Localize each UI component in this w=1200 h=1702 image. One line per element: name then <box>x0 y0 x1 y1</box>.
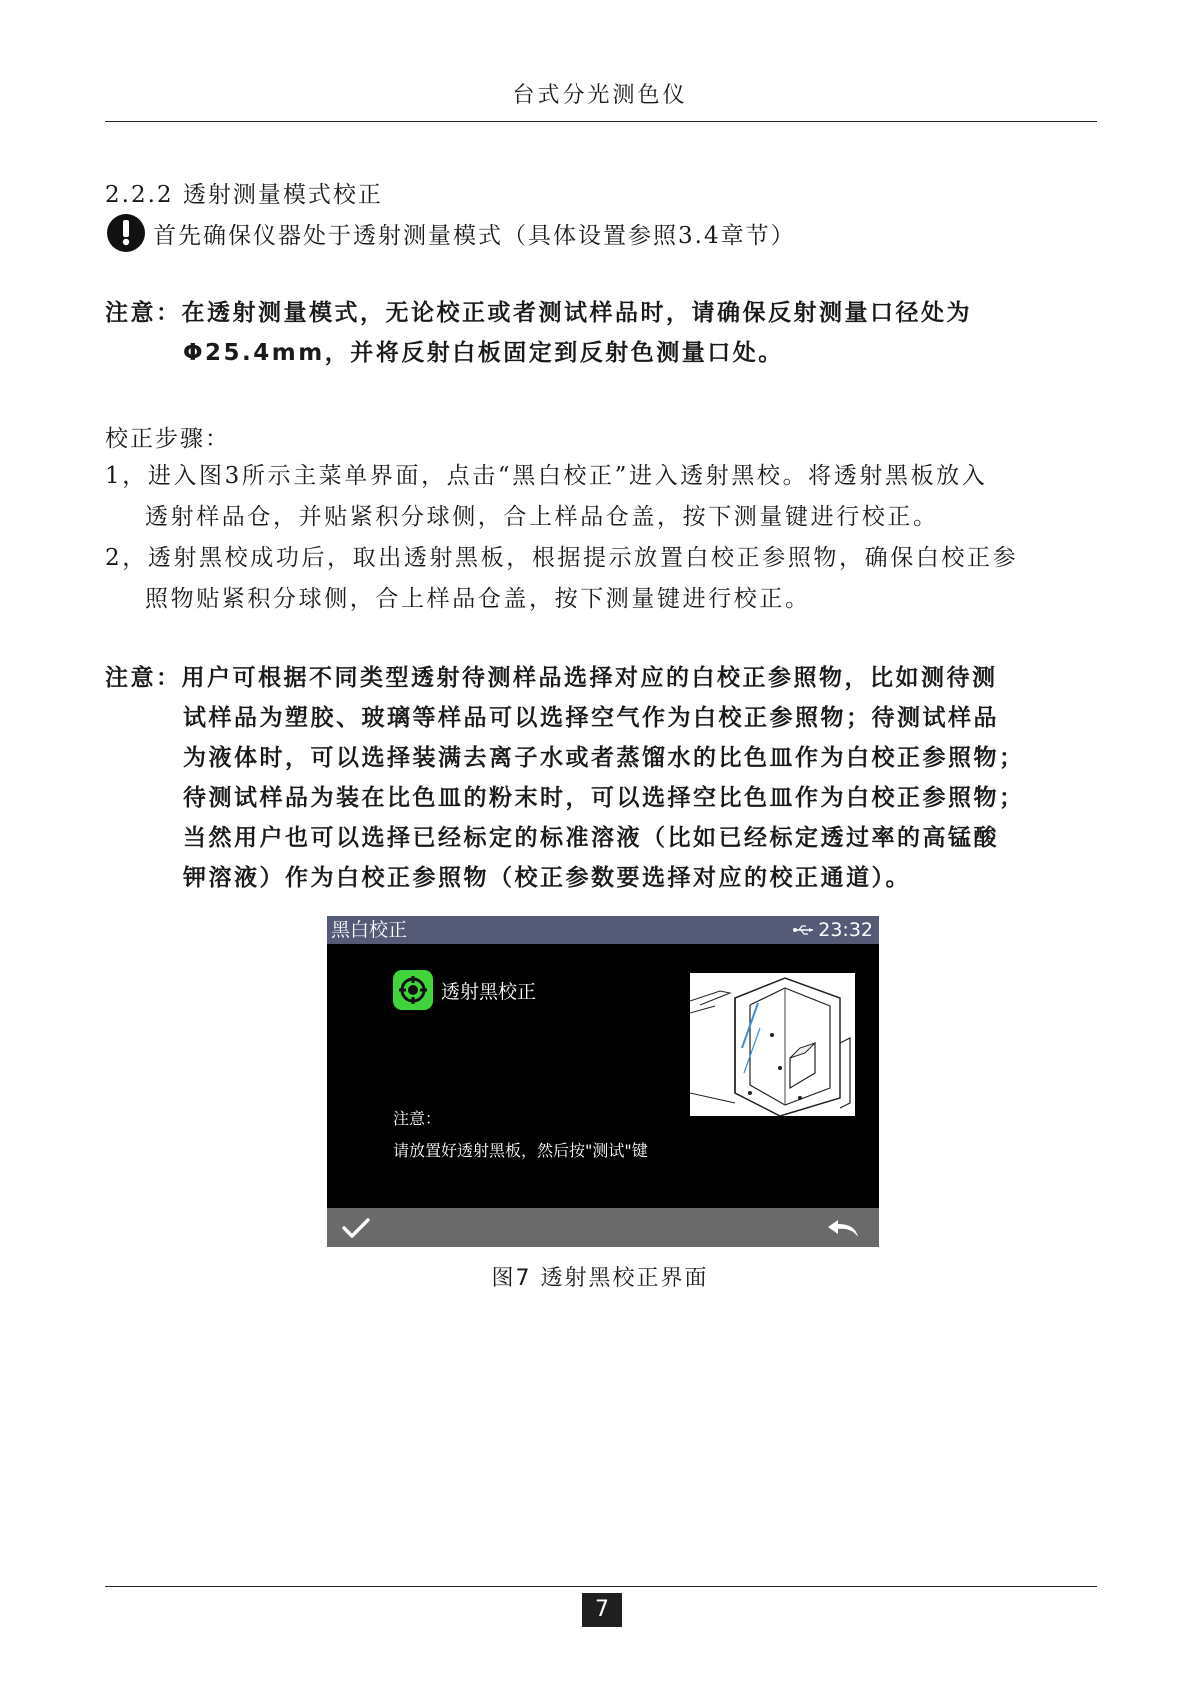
note2-line: 当然用户也可以选择已经标定的标准溶液（比如已经标定透过率的高锰酸 <box>183 825 999 851</box>
device-titlebar <box>327 916 879 944</box>
sample-chamber-illustration <box>690 973 855 1116</box>
device-bottombar <box>327 1208 879 1247</box>
note2-line: 为液体时，可以选择装满去离子水或者蒸馏水的比色皿作为白校正参照物； <box>183 745 1025 771</box>
device-heading-label: 透射黑校正 <box>441 980 537 1003</box>
device-clock: 23:32 <box>818 919 873 941</box>
confirm-check-icon[interactable] <box>341 1216 371 1240</box>
section-title: 2.2.2 透射测量模式校正 <box>105 182 383 208</box>
device-note-label: 注意： <box>393 1109 442 1128</box>
note-block-2 <box>105 658 1105 898</box>
device-heading <box>393 970 536 1010</box>
step-line: 透射样品仓，并贴紧积分球侧，合上样品仓盖，按下测量键进行校正。 <box>145 504 939 530</box>
page-number: 7 <box>582 1593 622 1627</box>
figure-caption: 图7 透射黑校正界面 <box>491 1266 709 1291</box>
note2-line: 钾溶液）作为白校正参照物（校正参数要选择对应的校正通道）。 <box>183 865 911 891</box>
device-screen <box>327 916 879 1247</box>
warning-row <box>107 214 796 252</box>
step-line: 2，透射黑校成功后，取出透射黑板，根据提示放置白校正参照物，确保白校正参 <box>105 545 1019 571</box>
step-line: 1，进入图3所示主菜单界面，点击“黑白校正”进入透射黑校。将透射黑板放入 <box>105 463 988 489</box>
warning-text: 首先确保仪器处于透射测量模式（具体设置参照3.4章节） <box>153 222 796 249</box>
header-divider <box>105 121 1097 122</box>
step-line: 照物贴紧积分球侧，合上样品仓盖，按下测量键进行校正。 <box>145 586 811 612</box>
exclamation-icon <box>107 214 145 252</box>
device-title: 黑白校正 <box>331 919 408 941</box>
page-header-title: 台式分光测色仪 <box>512 83 688 108</box>
note2-line: 注意：用户可根据不同类型透射待测样品选择对应的白校正参照物，比如测待测 <box>105 665 998 691</box>
steps-title: 校正步骤： <box>105 426 230 452</box>
note2-line: 待测试样品为装在比色皿的粉末时，可以选择空比色皿作为白校正参照物； <box>183 785 1025 811</box>
note2-line: 试样品为塑胶、玻璃等样品可以选择空气作为白校正参照物；待测试样品 <box>183 705 999 731</box>
note-block-1 <box>105 293 1105 373</box>
note1-line: 注意：在透射测量模式，无论校正或者测试样品时，请确保反射测量口径处为 <box>105 300 972 326</box>
usb-icon <box>792 916 814 944</box>
steps-list <box>105 456 1105 620</box>
device-note-text: 请放置好透射黑板，然后按"测试"键 <box>393 1141 648 1160</box>
note1-line: Φ25.4mm，并将反射白板固定到反射色测量口处。 <box>183 340 784 366</box>
back-arrow-icon[interactable] <box>825 1216 861 1240</box>
calibration-target-icon <box>393 970 433 1010</box>
footer-divider <box>105 1586 1097 1587</box>
